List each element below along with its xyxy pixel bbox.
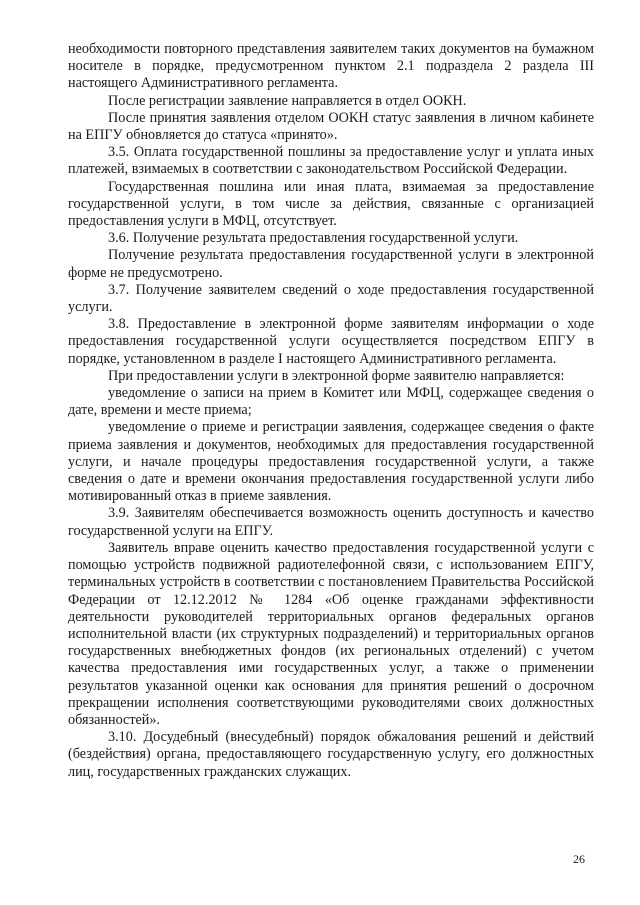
page-number: 26: [573, 852, 585, 866]
paragraph-fee: Государственная пошлина или иная плата, взимаемая за предоставление государственной услуги, в том числе за действия, связанные с организацией предоставления услуги в МФЦ, отсутствует.: [68, 178, 594, 230]
paragraph-3-8: 3.8. Предоставление в электронной форме заявителям информации о ходе предоставления государственной услуги осуществляется посредством ЕПГУ в порядке, установленном в разделе I настоящего Административного регламента.: [68, 316, 594, 367]
document-page: [68, 41, 594, 781]
paragraph-3-7: 3.7. Получение заявителем сведений о ходе предоставления государственной услуги.: [68, 281, 594, 316]
paragraph-status-update: После принятия заявления отделом ООКН статус заявления в личном кабинете на ЕПГУ обновляется до статуса «принято».: [68, 109, 594, 144]
paragraph-registration: После регистрации заявление направляется в отдел ООКН.: [108, 92, 467, 109]
paragraph-3-6: 3.6. Получение результата предоставления государственной услуги.: [108, 230, 519, 247]
paragraph-3-10: 3.10. Досудебный (внесудебный) порядок обжалования решений и действий (бездействия) органа, предоставляющего государственную услугу, его должностных лиц, государственных гражданских служащих.: [68, 729, 594, 780]
paragraph-3-9: 3.9. Заявителям обеспечивается возможность оценить доступность и качество государственной услуги на ЕПГУ.: [68, 505, 594, 539]
paragraph-3-5: 3.5. Оплата государственной пошлины за предоставление услуг и уплата иных платежей, взимаемых в соответствии с законодательством Российской Федерации.: [68, 144, 594, 178]
paragraph-notification-registration: уведомление о приеме и регистрации заявления, содержащее сведения о факте приема заявления и документов, необходимых для предоставления государственной услуги, и начале процедуры предоставления государственной услуги, а также сведения о дате и времени окончания предоставления государственной услуги либо мотивированный отказ в приеме заявления.: [68, 419, 594, 505]
paragraph-result: Получение результата предоставления государственной услуги в электронной форме не предусмотрено.: [68, 247, 594, 281]
paragraph-notifications-intro: При предоставлении услуги в электронной форме заявителю направляется:: [108, 367, 565, 384]
paragraph-continuation: необходимости повторного представления заявителем таких документов на бумажном носителе в порядке, предусмотренном пунктом 2.1 подраздела 2 раздела III настоящего Административного регламента.: [68, 41, 594, 92]
paragraph-notification-appointment: уведомление о записи на прием в Комитет или МФЦ, содержащее сведения о дате, времени и месте приема;: [68, 385, 594, 419]
paragraph-quality-evaluation: Заявитель вправе оценить качество предоставления государственной услуги с помощью устройств подвижной радиотелефонной связи, с использованием ЕПГУ, терминальных устройств в соответствии с постановлением Правительства Российской Федерации от 12.12.2012 № 1284 «Об оценке гражданами эффективности деятельности руководителей территориальных органов федеральных органов исполнительной власти (их структурных подразделений) и территориальных органов государственных внебюджетных фондов (их региональных отделений) с учетом качества предоставления ими государственных услуг, а также о применении результатов указанной оценки как основания для принятия решений о досрочном прекращении исполнения соответствующими руководителями своих должностных обязанностей».: [68, 539, 594, 728]
